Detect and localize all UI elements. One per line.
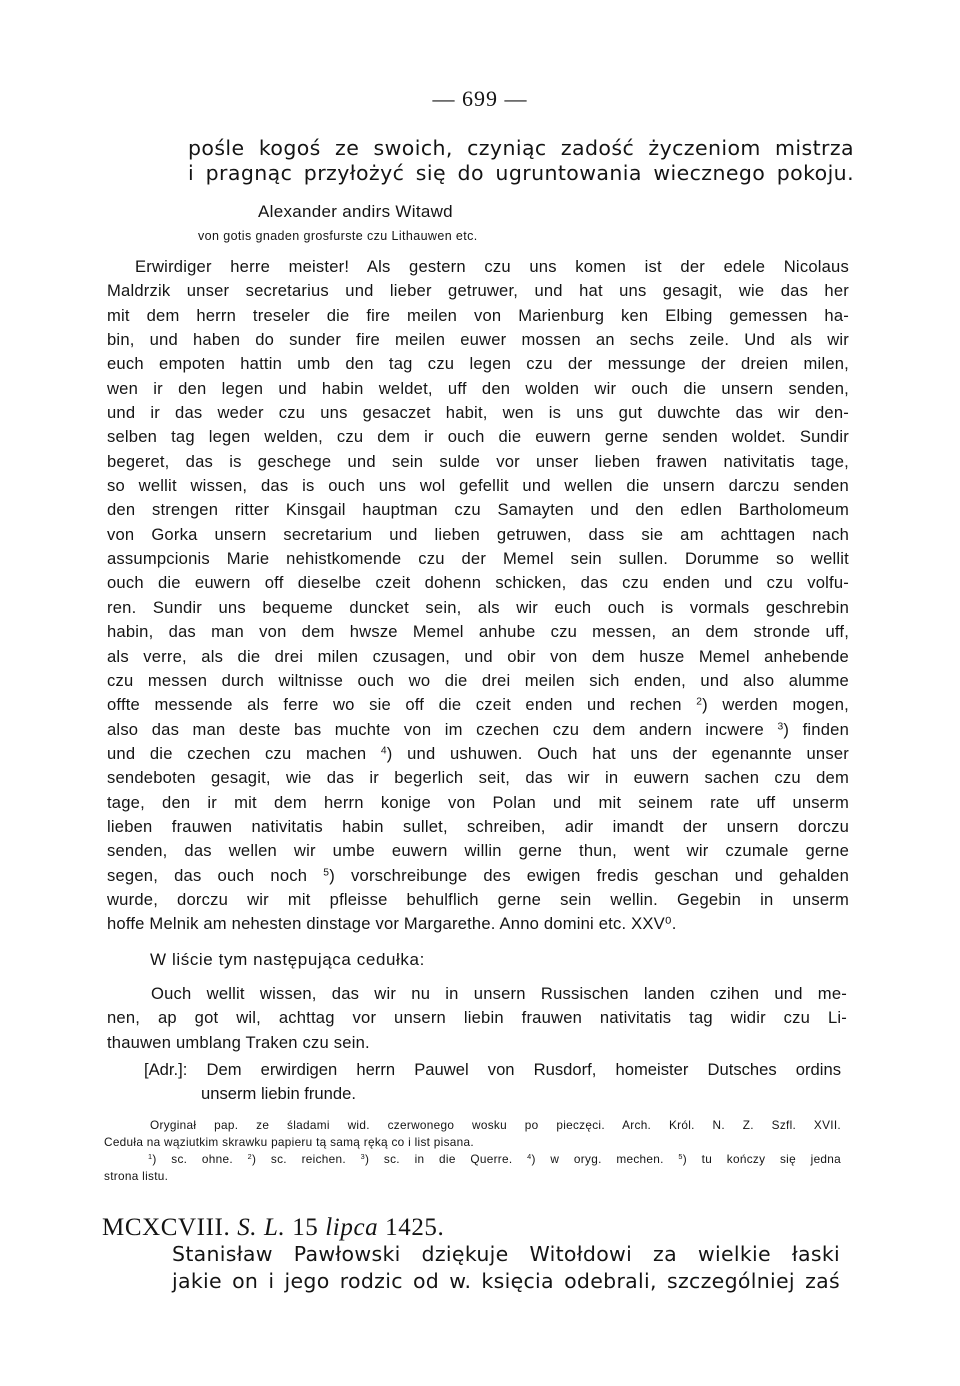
address-line: unserm liebin frunde. [201,1084,356,1103]
letter-line: sendeboten gesagit, wie das ir begerlich seit, das wir in euwern sachen czu dem [107,768,849,788]
letter-line: wen ir den legen und habin weldet, uff den wolden wir ouch die unsern senden, [107,378,849,398]
letter-line [107,742,849,766]
letter-text: und die czechen czu machen [107,743,367,763]
footnote-number: 2 [247,1151,252,1161]
footnote-ref: 2 [696,696,703,708]
footnote-ref: 4 [380,745,387,757]
letter-text: offte messende als ferre wo sie off die czeit enden und rechen [107,695,682,715]
summary-line: Stanisław Pawłowski dziękuje Witołdowi za wielkie łaski [172,1242,840,1266]
letter-line: bin, und haben do sunder fire meilen euwer mossen an sechs zeile. Und als wir [107,330,849,350]
letter-line: habin, das man von dem hwsze Memel anhube czu messen, an dem stronde uff, [107,622,849,642]
letter-line [107,864,849,888]
letter-line [107,693,849,717]
document-number: MCXCVIII. [102,1214,231,1241]
letter-line: begeret, das is geschege und sein sulde vor unser lieben frawen nativitatis tage, [107,451,849,471]
letter-line: senden, das wellen wir umbe euwern willin gerne thun, went wir czumale gerne [107,841,849,861]
letter-line: und ir das weder czu uns gesaczet habit, wen is uns gut duwchte das wir den- [107,403,849,423]
letter-text: segen, das ouch noch [107,865,308,885]
letter-line: ouch die euwern off dieselbe czeit dohenn schicken, das czu enden und czu volfu- [107,573,849,593]
intro-line: i pragnąc przyłożyć się do ugruntowania wiecznego pokoju. [188,161,854,185]
cedula-body [107,982,847,1055]
footnote-number: 3 [360,1151,365,1161]
document-day: 15 [292,1214,319,1241]
footnote-continuation: strona listu. [104,1169,169,1183]
letter-line: von Gorka unsern secretarium und lieben getruwen, dass sie am achttagen nach [107,524,849,544]
letter-line: ren. Sundir uns bequeme duncket sein, als wir euch ouch is vormals geschrebin [107,597,849,617]
source-notes [104,1117,841,1185]
footnote-number: 1 [148,1151,153,1161]
footnote-ref: 5 [323,866,330,878]
letter-line: den strengen ritter Kinsgail hauptman czu Samayten und den edlen Bartholomeum [107,500,849,520]
document-place: S. L. [237,1214,286,1241]
letter-line: als verre, als die drei milen czusagen, und obir von dem husze Memel anhebende [107,646,849,666]
source-line: Cedułа na wąziutkim skrawku papieru tą samą ręką co i list pisana. [104,1135,474,1149]
letter-line [107,718,849,742]
footnote-number: 5 [678,1151,683,1161]
sender-title: von gotis gnaden grosfurste czu Lithauwen etc. [198,229,478,243]
footnote-number: 4 [527,1151,532,1161]
letter-text: ) vorschreibunge des ewigen fredis geschan und gehalden [329,865,850,885]
letter-text: ) und ushuwen. Ouch hat uns der egenannte unser [386,743,849,763]
intro-line: pośle kogoś ze swoich, czyniąc zadość życzeniom mistrza [188,136,854,160]
letter-text: also das man deste bas muchte von im czechen czu dem andern incwere [107,719,764,739]
letter-line: hoffe Melnik am nehesten dinstage vor Margarethe. Anno domini etc. XXV⁰. [107,914,677,934]
address-block [144,1058,841,1106]
footnote-text: ) w oryg. mechen. [531,1152,664,1166]
letter-line: Erwirdiger herre meister! Als gestern czu uns komen ist der edele Nicolaus [135,257,849,276]
cedula-line: nen, ap got wil, achttag vor unsern liebin frauwen nativitatis tag widir czu Li- [107,1008,847,1028]
document-month: lipca [325,1214,379,1241]
footnote-text: ) sc. reichen. [252,1152,346,1166]
document-heading [102,1214,444,1242]
letter-line: Maldrzik unser secretarius und lieber getruwer, und hat uns gesagit, wie das her [107,281,849,301]
letter-text: ) finden [783,719,850,739]
letter-line: euch empoten hattin umb den tag czu legen czu der messunge der dreien milen, [107,354,849,374]
letter-line: mit dem herrn treseler die fire meilen von Marienburg ken Elbing gemessen ha- [107,305,849,325]
sender-name: Alexander andirs Witawd [258,202,453,221]
letter-body [107,255,849,937]
cedula-line: thauwen umblang Traken czu sein. [107,1032,370,1052]
letter-line: so wellit wissen, das is ouch uns wol gefellit und wellen die unsern darczu senden [107,476,849,496]
letter-text: ) werden mogen, [702,695,849,715]
cedula-intro: W liście tym następująca cedułka: [150,950,425,969]
letter-line: wurde, dorczu wir mit pfleisse behulflich gerne sein wellin. Gegebin in unserm [107,889,849,909]
footnote-text: ) sc. ohne. [152,1152,233,1166]
letter-line: lieben frauwen nativitatis habin sullet, schreiben, adir imandt der unsern dorczu [107,816,849,836]
footnotes-line [104,1151,841,1168]
cedula-line: Ouch wellit wissen, das wir nu in unsern Russischen landen czihen und me- [151,984,847,1003]
intro-paragraph [188,136,854,186]
letter-line: tage, den ir mit dem herrn konige von Polan und mit seinem rate uff unserm [107,792,849,812]
letter-line: selben tag legen welden, czu dem ir ouch die euwern gerne senden woldet. Sundir [107,427,849,447]
page-number: — 699 — [432,86,528,111]
summary-line: jakie on i jego rodzic od w. księcia odebrali, szczególniej zaś [172,1269,840,1293]
footnote-text: ) tu kończy się jedna [682,1152,842,1166]
letter-line: czu messen durch wiltnisse ouch wo die drei meilen sich enden, und also alumme [107,670,849,690]
document-summary [172,1241,840,1295]
footnote-text: ) sc. in die Querre. [365,1152,513,1166]
address-line: [Adr.]: Dem erwirdigen herrn Pauwel von Rusdorf, homeister Dutsches ordins [144,1060,841,1079]
document-year: 1425. [385,1214,445,1241]
letter-line: assumpcionis Marie nehistkomende czu der Memel sein sullen. Dorumme so wellit [107,549,849,569]
source-line: Oryginał pap. ze śladami wid. czerwonego wosku po pieczęci. Arch. Król. N. Z. Szfl. XVII. [150,1118,841,1132]
footnote-ref: 3 [777,720,784,732]
